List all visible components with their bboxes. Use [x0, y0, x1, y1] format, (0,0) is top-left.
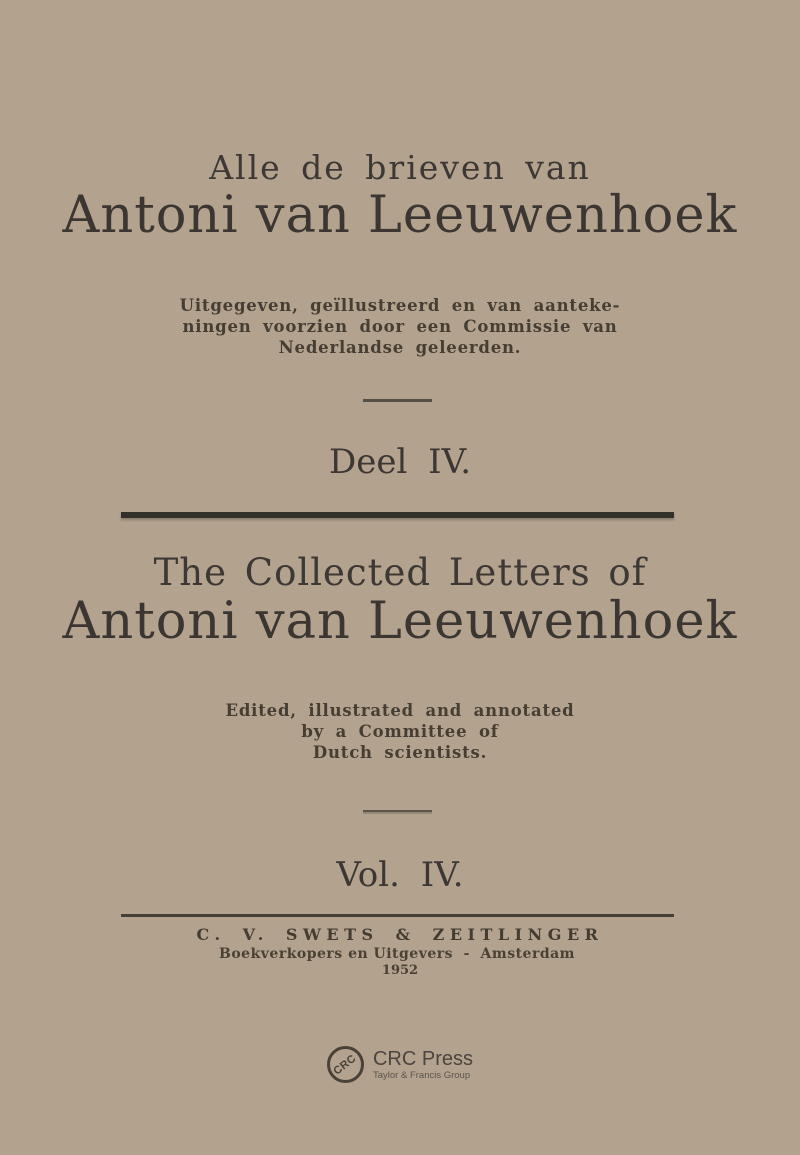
- dutch-annotation-line-2: ningen voorzien door een Commissie van: [182, 317, 618, 336]
- publication-year: 1952: [381, 963, 419, 978]
- dutch-annotation: [0, 295, 800, 358]
- short-divider-bottom: [363, 810, 432, 812]
- english-annotation: [0, 700, 800, 763]
- imprint-divider: [121, 914, 674, 917]
- crc-circle-icon: [327, 1046, 364, 1083]
- english-volume-label: Vol. IV.: [336, 855, 464, 895]
- dutch-annotation-line-3: Nederlandse geleerden.: [278, 338, 522, 357]
- dutch-annotation-line-1: Uitgegeven, geïllustreerd en van aanteke-: [179, 296, 621, 315]
- dutch-main-title: Antoni van Leeuwenhoek: [62, 186, 738, 245]
- english-annotation-line-2: by a Committee of: [301, 722, 499, 741]
- publisher-detail-row: [219, 946, 575, 962]
- crc-circle-monogram: CRC: [331, 1051, 360, 1078]
- english-annotation-line-3: Dutch scientists.: [312, 743, 488, 762]
- dutch-volume-label: Deel IV.: [328, 442, 472, 482]
- main-section-divider: [121, 512, 674, 518]
- publisher-city: Amsterdam: [480, 946, 575, 962]
- publisher-role: Boekverkopers en Uitgevers: [219, 946, 454, 962]
- crc-press-name: CRC Press: [372, 1047, 473, 1070]
- crc-logo-text: [373, 1048, 473, 1082]
- dutch-overtitle: Alle de brieven van: [209, 148, 591, 187]
- english-annotation-line-1: Edited, illustrated and annotated: [225, 701, 575, 720]
- short-divider-top: [363, 399, 432, 402]
- english-main-title: Antoni van Leeuwenhoek: [62, 592, 738, 651]
- publisher-separator: -: [463, 946, 470, 962]
- crc-press-tagline: Taylor & Francis Group: [372, 1069, 471, 1081]
- english-overtitle: The Collected Letters of: [153, 551, 647, 594]
- publisher-name: C. V. SWETS & ZEITLINGER: [196, 925, 604, 944]
- crc-press-logo: [0, 1046, 800, 1083]
